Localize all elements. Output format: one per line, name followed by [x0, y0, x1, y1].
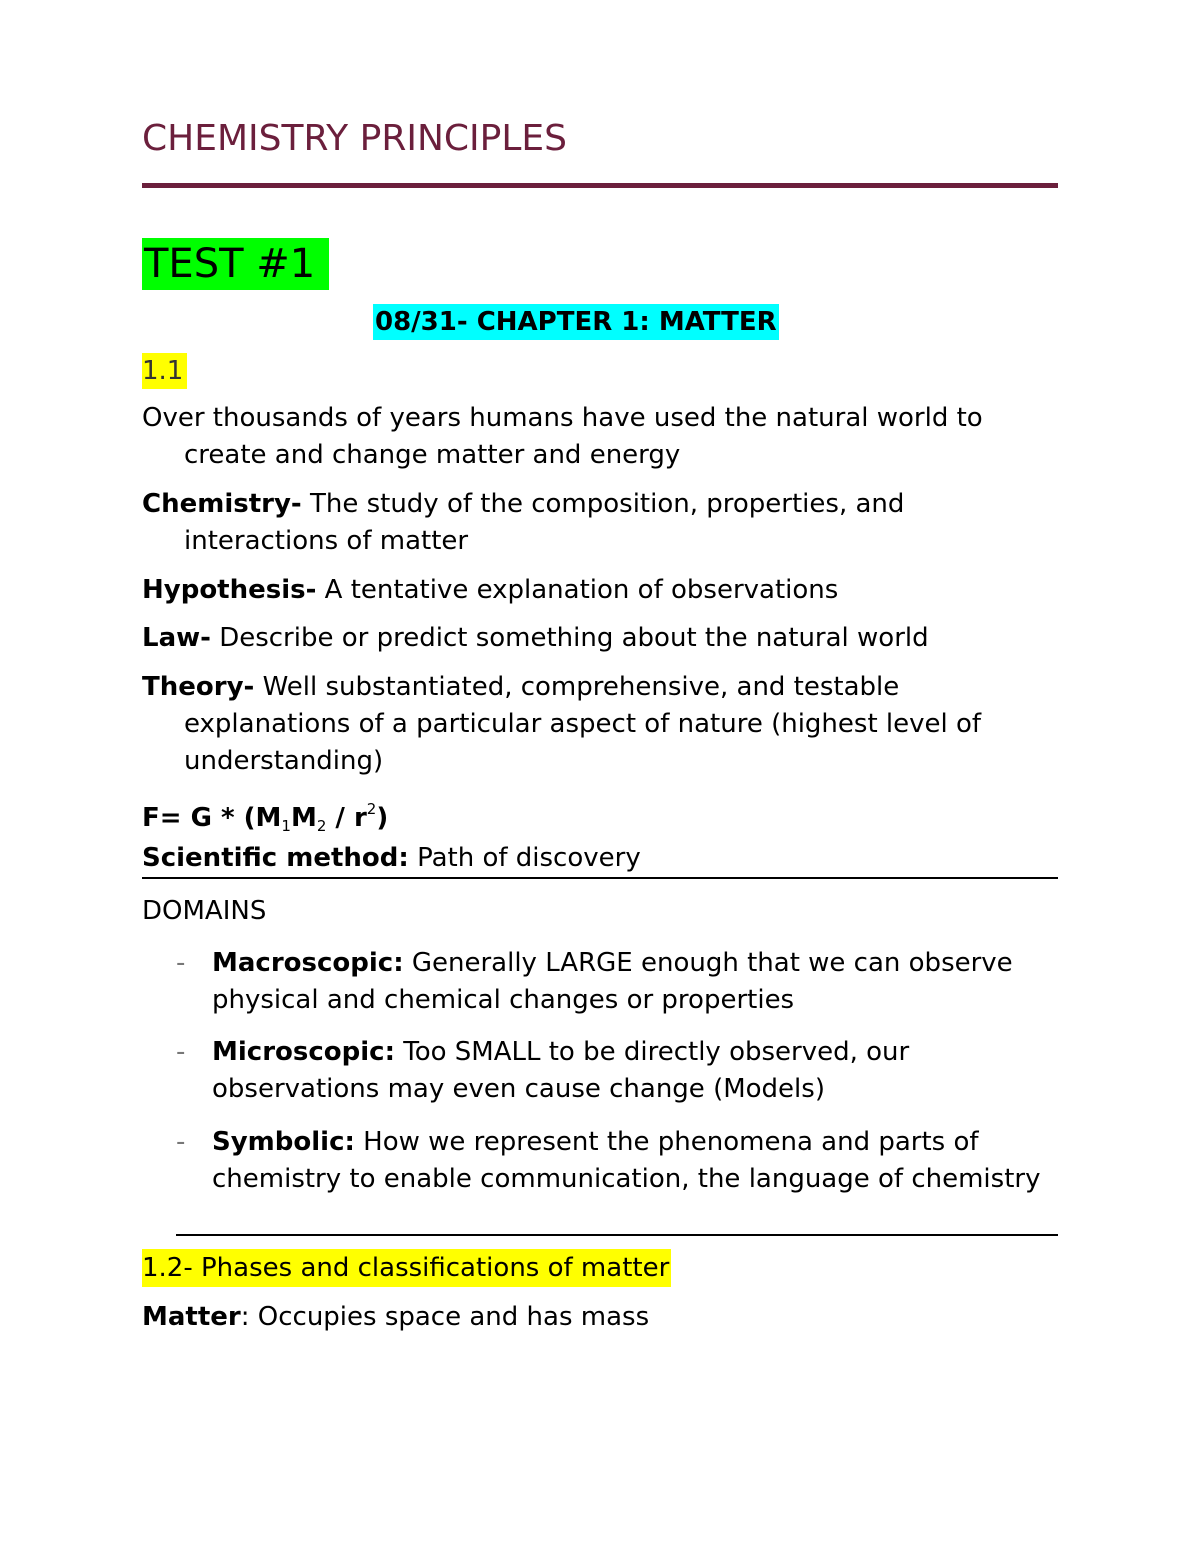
definition-text: Path of discovery [408, 843, 641, 873]
domain-description: Too SMALL to be directly observed, our observations may even cause change (Models) [212, 1037, 910, 1104]
domain-description: Generally LARGE enough that we can observe physical and chemical changes or properties [212, 948, 1013, 1015]
definition-term: Law- [142, 623, 211, 653]
definition-chemistry [142, 486, 1058, 560]
domain-term: Microscopic: [212, 1037, 395, 1067]
domain-term: Symbolic: [212, 1127, 355, 1157]
formula-prefix: F= G * (M [142, 803, 282, 833]
scientific-method-line [142, 840, 1058, 877]
domains-label: DOMAINS [142, 896, 267, 926]
definition-term: Chemistry- [142, 489, 302, 519]
section-divider-bottom [176, 1234, 1058, 1236]
domain-term: Macroscopic: [212, 948, 404, 978]
definition-text: Well substantiated, comprehensive, and testable explanations of a particular aspect of nature (highest level of understanding) [184, 672, 982, 776]
formula-sup: 2 [366, 800, 377, 818]
definition-term: Matter [142, 1302, 241, 1332]
definition-hypothesis [142, 572, 1058, 609]
definition-text: Describe or predict something about the natural world [210, 623, 929, 653]
formula-sub-1: 1 [281, 817, 291, 835]
title-underline [142, 183, 1058, 188]
domain-description: How we represent the phenomena and parts of chemistry to enable communication, the language of chemistry [212, 1127, 1041, 1194]
test-heading: TEST #1 [142, 238, 329, 290]
bullet-dash: - [176, 1127, 186, 1157]
bullet-dash: - [176, 948, 186, 978]
definition-text: A tentative explanation of observations [316, 575, 839, 605]
definition-text: The study of the composition, properties, and interactions of matter [184, 489, 905, 556]
definition-matter [142, 1299, 649, 1336]
domain-text [212, 1034, 1058, 1108]
definition-term: Scientific method: [142, 843, 409, 873]
bullet-dash: - [176, 1037, 186, 1067]
definition-term: Theory- [142, 672, 255, 702]
document-title: CHEMISTRY PRINCIPLES [142, 118, 568, 159]
formula-div: / r [326, 803, 367, 833]
domain-text [212, 945, 1058, 1019]
section-heading-1-2: 1.2- Phases and classifications of matter [142, 1249, 671, 1287]
formula-mid: M [290, 803, 317, 833]
gravity-formula [142, 791, 388, 845]
section-number-1-1: 1.1 [142, 353, 187, 389]
definition-law [142, 620, 1058, 657]
definition-text: : Occupies space and has mass [240, 1302, 650, 1332]
chapter-heading: 08/31- CHAPTER 1: MATTER [373, 304, 779, 340]
domain-text [212, 1124, 1058, 1198]
section-divider-top [142, 877, 1058, 879]
intro-paragraph: Over thousands of years humans have used the natural world to create and change matter and energy [142, 403, 983, 470]
definition-term: Hypothesis- [142, 575, 317, 605]
formula-sub-2: 2 [316, 817, 327, 835]
formula-suffix: ) [376, 803, 389, 833]
definition-theory [142, 669, 1058, 780]
